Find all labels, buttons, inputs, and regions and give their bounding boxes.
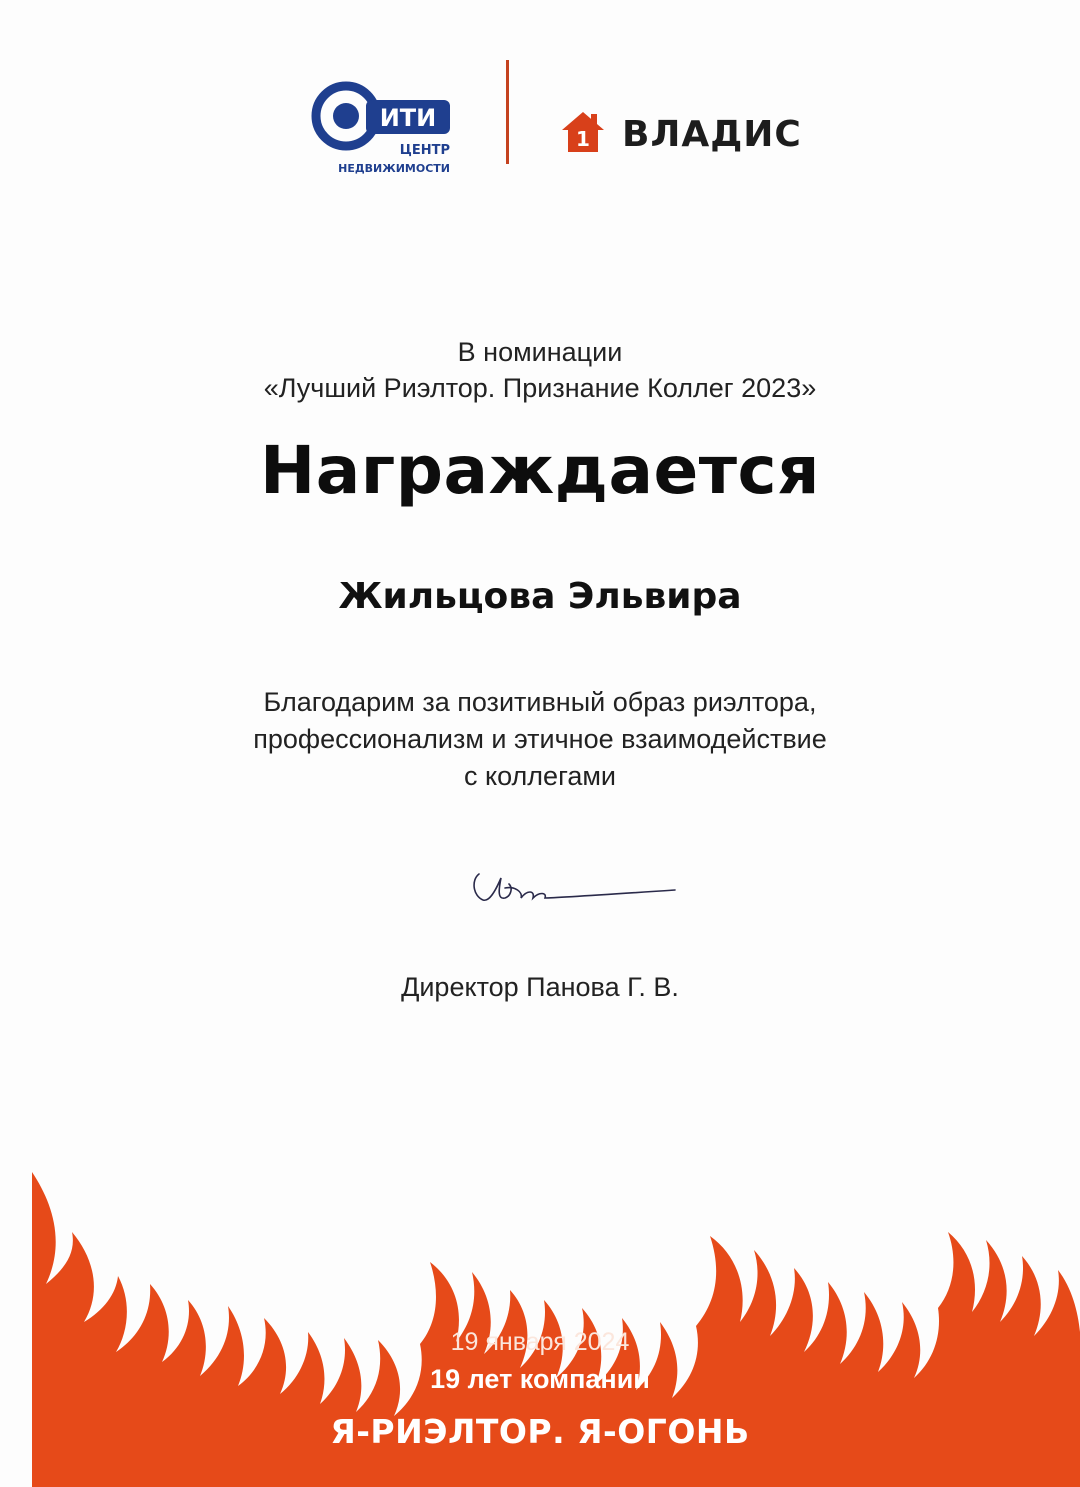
footer-anniversary: 19 лет компании [430, 1364, 650, 1394]
logo-divider [506, 60, 509, 164]
logo-city-main: ИТИ [379, 104, 437, 132]
nomination-title: «Лучший Риэлтор. Признание Коллег 2023» [263, 373, 817, 403]
logo-dot [333, 103, 359, 129]
footer-slogan: Я-РИЭЛТОР. Я-ОГОНЬ [330, 1412, 750, 1451]
signature [465, 862, 685, 912]
footer-date: 19 января 2024 [450, 1328, 630, 1356]
vladis-logo [558, 108, 802, 158]
thanks-text [0, 684, 1080, 795]
thanks-line: Благодарим за позитивный образ риэлтора, [263, 687, 817, 717]
city-center-logo [310, 78, 460, 178]
vladis-badge: 1 [576, 127, 590, 151]
thanks-line: с коллегами [464, 761, 616, 791]
house-icon [558, 108, 608, 158]
thanks-line: профессионализм и этичное взаимодействие [253, 724, 827, 754]
vladis-name: ВЛАДИС [622, 114, 802, 155]
director-line: Директор Панова Г. В. [401, 972, 679, 1002]
logo-city-sub2: НЕДВИЖИМОСТИ [338, 162, 450, 175]
award-heading: Награждается [259, 432, 821, 509]
recipient-name: Жильцова Эльвира [338, 576, 742, 617]
nomination-intro: В номинации [457, 337, 623, 367]
logo-city-sub1: ЦЕНТР [399, 143, 450, 158]
